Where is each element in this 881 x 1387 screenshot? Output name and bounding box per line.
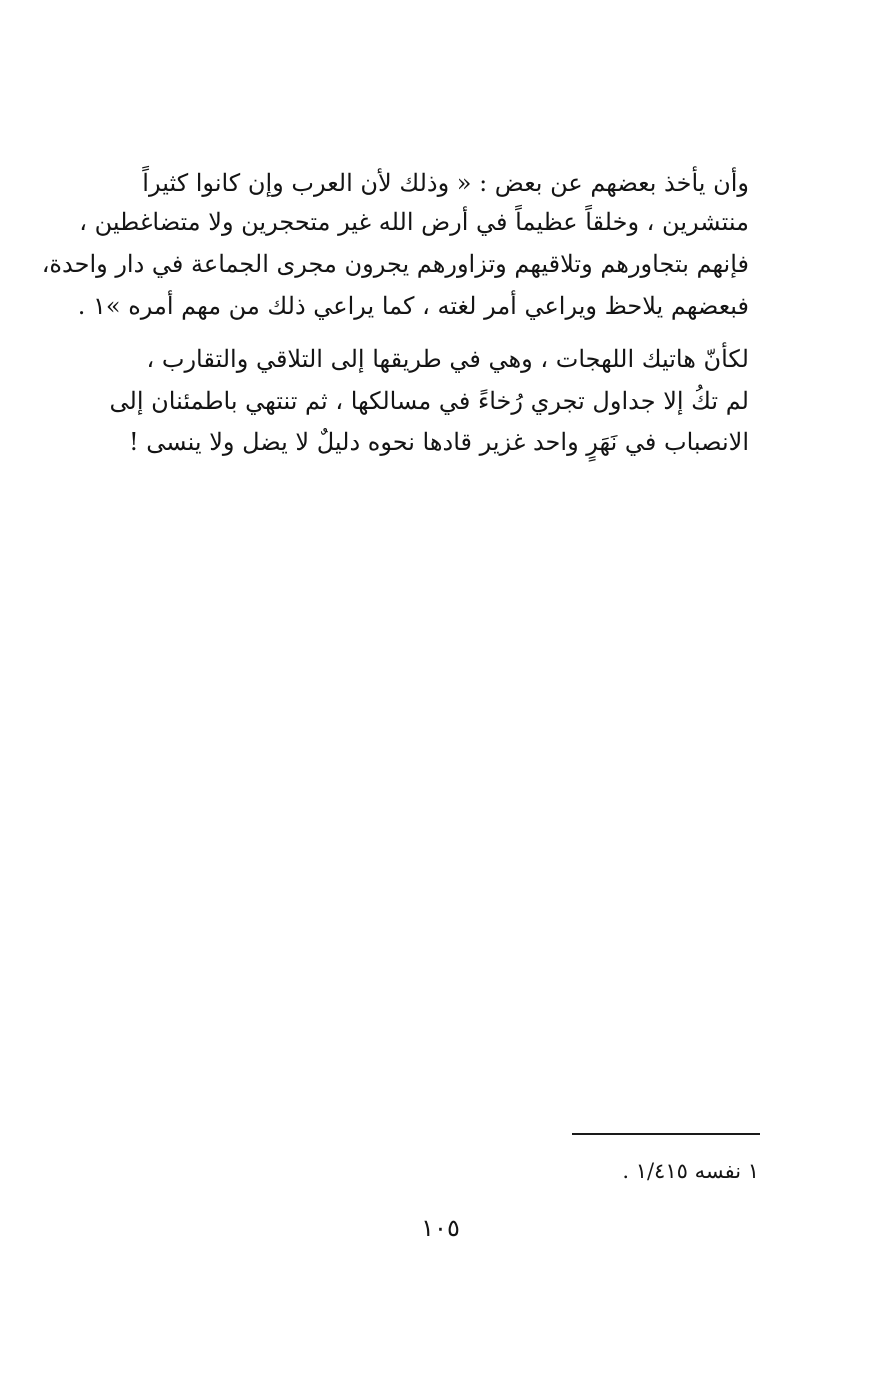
text-line: وأن يأخذ بعضهم عن بعض : « وذلك لأن العرب وإن كانوا كثيراً [142, 169, 749, 197]
page-number: ١٠٥ [421, 1214, 460, 1242]
text-line: فإنهم بتجاورهم وتلاقيهم وتزاورهم يجرون مجرى الجماعة في دار واحدة، [41, 250, 749, 278]
text-line: منتشرين ، وخلقاً عظيماً في أرض الله غير متحجرين ولا متضاغطين ، [79, 208, 749, 236]
text-line: لكأنّ هاتيك اللهجات ، وهي في طريقها إلى التلاقي والتقارب ، [146, 345, 749, 373]
text-line: لم تكُ إلا جداول تجري رُخاءً في مسالكها ، ثم تنتهي باطمئنان إلى [109, 387, 749, 415]
footnote-divider [572, 1133, 760, 1135]
text-line: الانصباب في نَهَرٍ واحد غزير قادها نحوه دليلٌ لا يضل ولا ينسى ! [128, 428, 749, 456]
text-line: فبعضهم يلاحظ ويراعي أمر لغته ، كما يراعي ذلك من مهم أمره »١ . [77, 292, 749, 320]
footnote: ١ نفسه ١/٤١٥ . [622, 1159, 759, 1183]
